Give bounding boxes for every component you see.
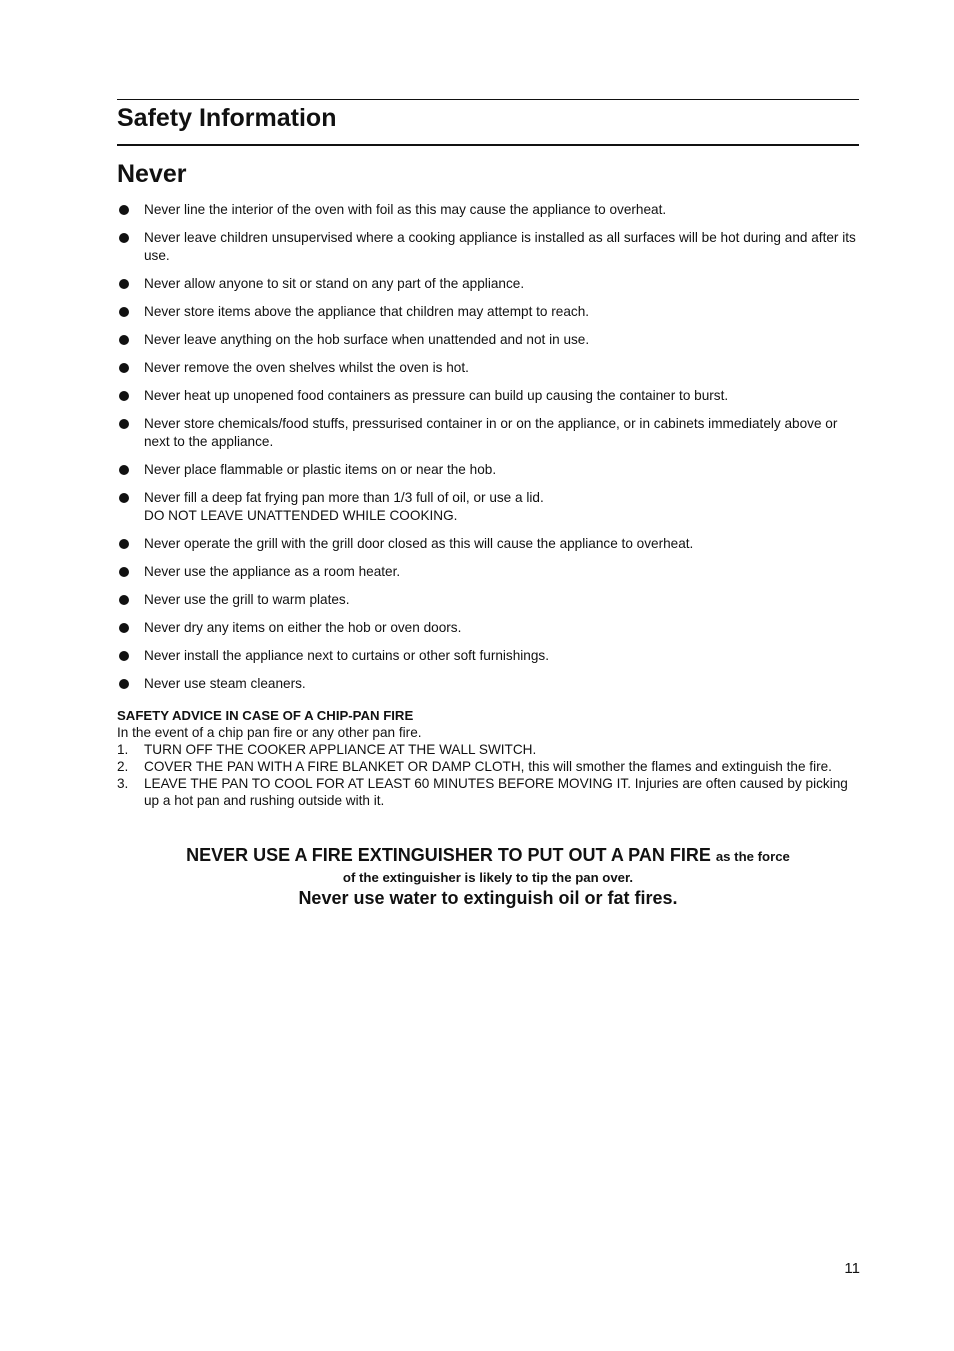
list-item: [117, 201, 859, 219]
bullet-icon: [119, 539, 129, 549]
bullet-icon: [119, 651, 129, 661]
bullet-icon: [119, 567, 129, 577]
list-item-text: Never use steam cleaners.: [144, 676, 306, 691]
bullet-icon: [119, 233, 129, 243]
page-title: Safety Information: [117, 104, 337, 132]
list-item: [117, 647, 859, 665]
list-item-text: Never use the grill to warm plates.: [144, 592, 350, 607]
header-top-rule: [117, 99, 859, 100]
bullet-icon: [119, 363, 129, 373]
warning-line-2: of the extinguisher is likely to tip the pan over.: [342, 870, 634, 885]
list-item-text: Never dry any items on either the hob or oven doors.: [144, 620, 462, 635]
list-item: [117, 229, 859, 265]
list-item: [117, 415, 859, 451]
bullet-icon: [119, 419, 129, 429]
bullet-icon: [119, 335, 129, 345]
list-item-text: Never install the appliance next to curtains or other soft furnishings.: [144, 648, 550, 663]
list-item: [117, 461, 859, 479]
bullet-icon: [119, 465, 129, 475]
step-number: 3.: [117, 776, 129, 791]
bullet-icon: [119, 279, 129, 289]
warning-line-3: Never use water to extinguish oil or fat fires.: [298, 888, 678, 908]
list-item-text: Never operate the grill with the grill door closed as this will cause the appliance to overheat.: [144, 536, 694, 551]
list-item: [117, 387, 859, 405]
chip-pan-fire-advice: [117, 707, 859, 809]
bullet-icon: [119, 205, 129, 215]
list-item-text: Never heat up unopened food containers as pressure can build up causing the container to burst.: [144, 388, 729, 403]
step-number: 2.: [117, 759, 129, 774]
advice-heading: SAFETY ADVICE IN CASE OF A CHIP-PAN FIRE: [117, 708, 414, 723]
page-number: 11: [844, 1260, 860, 1277]
bullet-icon: [119, 307, 129, 317]
list-item: [117, 563, 859, 581]
step-text: COVER THE PAN WITH A FIRE BLANKET OR DAMP CLOTH, this will smother the flames and extinguish the fire.: [144, 759, 832, 774]
list-item: [117, 331, 859, 349]
step-number: 1.: [117, 742, 129, 757]
list-item-text: Never place flammable or plastic items on or near the hob.: [144, 462, 497, 477]
list-item-text: Never fill a deep fat frying pan more than 1/3 full of oil, or use a lid.: [144, 490, 544, 505]
advice-step: [117, 758, 859, 775]
list-item-text: Never line the interior of the oven with foil as this may cause the appliance to overheat.: [144, 202, 667, 217]
section-title-never: Never: [117, 160, 187, 188]
bullet-icon: [119, 391, 129, 401]
list-item-caution-text: DO NOT LEAVE UNATTENDED WHILE COOKING.: [144, 508, 458, 523]
list-item-text: Never store items above the appliance that children may attempt to reach.: [144, 304, 590, 319]
bullet-icon: [119, 623, 129, 633]
list-item-text: Never leave children unsupervised where a cooking appliance is installed as all surfaces will be hot during and after its use.: [144, 230, 856, 263]
bullet-icon: [119, 679, 129, 689]
warning-main-text: NEVER USE A FIRE EXTINGUISHER TO PUT OUT A PAN FIRE: [186, 845, 711, 865]
step-text: TURN OFF THE COOKER APPLIANCE AT THE WALL SWITCH.: [144, 742, 537, 757]
list-item-text: Never remove the oven shelves whilst the oven is hot.: [144, 360, 469, 375]
list-item: [117, 619, 859, 637]
list-item: [117, 591, 859, 609]
bullet-icon: [119, 493, 129, 503]
list-item-text: Never store chemicals/food stuffs, pressurised container in or on the appliance, or in cabinets immediately above or next to the appliance.: [144, 416, 838, 449]
list-item: [117, 675, 859, 693]
advice-steps: [117, 741, 859, 809]
warning-line-1: [117, 843, 859, 869]
header-bottom-rule: [117, 144, 859, 146]
list-item: [117, 275, 859, 293]
advice-intro: In the event of a chip pan fire or any other pan fire.: [117, 725, 422, 740]
bullet-icon: [119, 595, 129, 605]
list-item-text: Never leave anything on the hob surface when unattended and not in use.: [144, 332, 590, 347]
list-item: [117, 489, 859, 525]
warning-small-text: as the force: [715, 849, 790, 864]
fire-extinguisher-warning: [117, 843, 859, 910]
never-list: [117, 201, 859, 703]
step-text: LEAVE THE PAN TO COOL FOR AT LEAST 60 MINUTES BEFORE MOVING IT. Injuries are often caused by picking up a hot pan and rushing outside with it.: [144, 776, 848, 808]
list-item-text: Never use the appliance as a room heater.: [144, 564, 401, 579]
list-item: [117, 359, 859, 377]
list-item: [117, 303, 859, 321]
advice-step: [117, 775, 859, 809]
list-item-text: Never allow anyone to sit or stand on any part of the appliance.: [144, 276, 525, 291]
advice-step: [117, 741, 859, 758]
list-item: [117, 535, 859, 553]
